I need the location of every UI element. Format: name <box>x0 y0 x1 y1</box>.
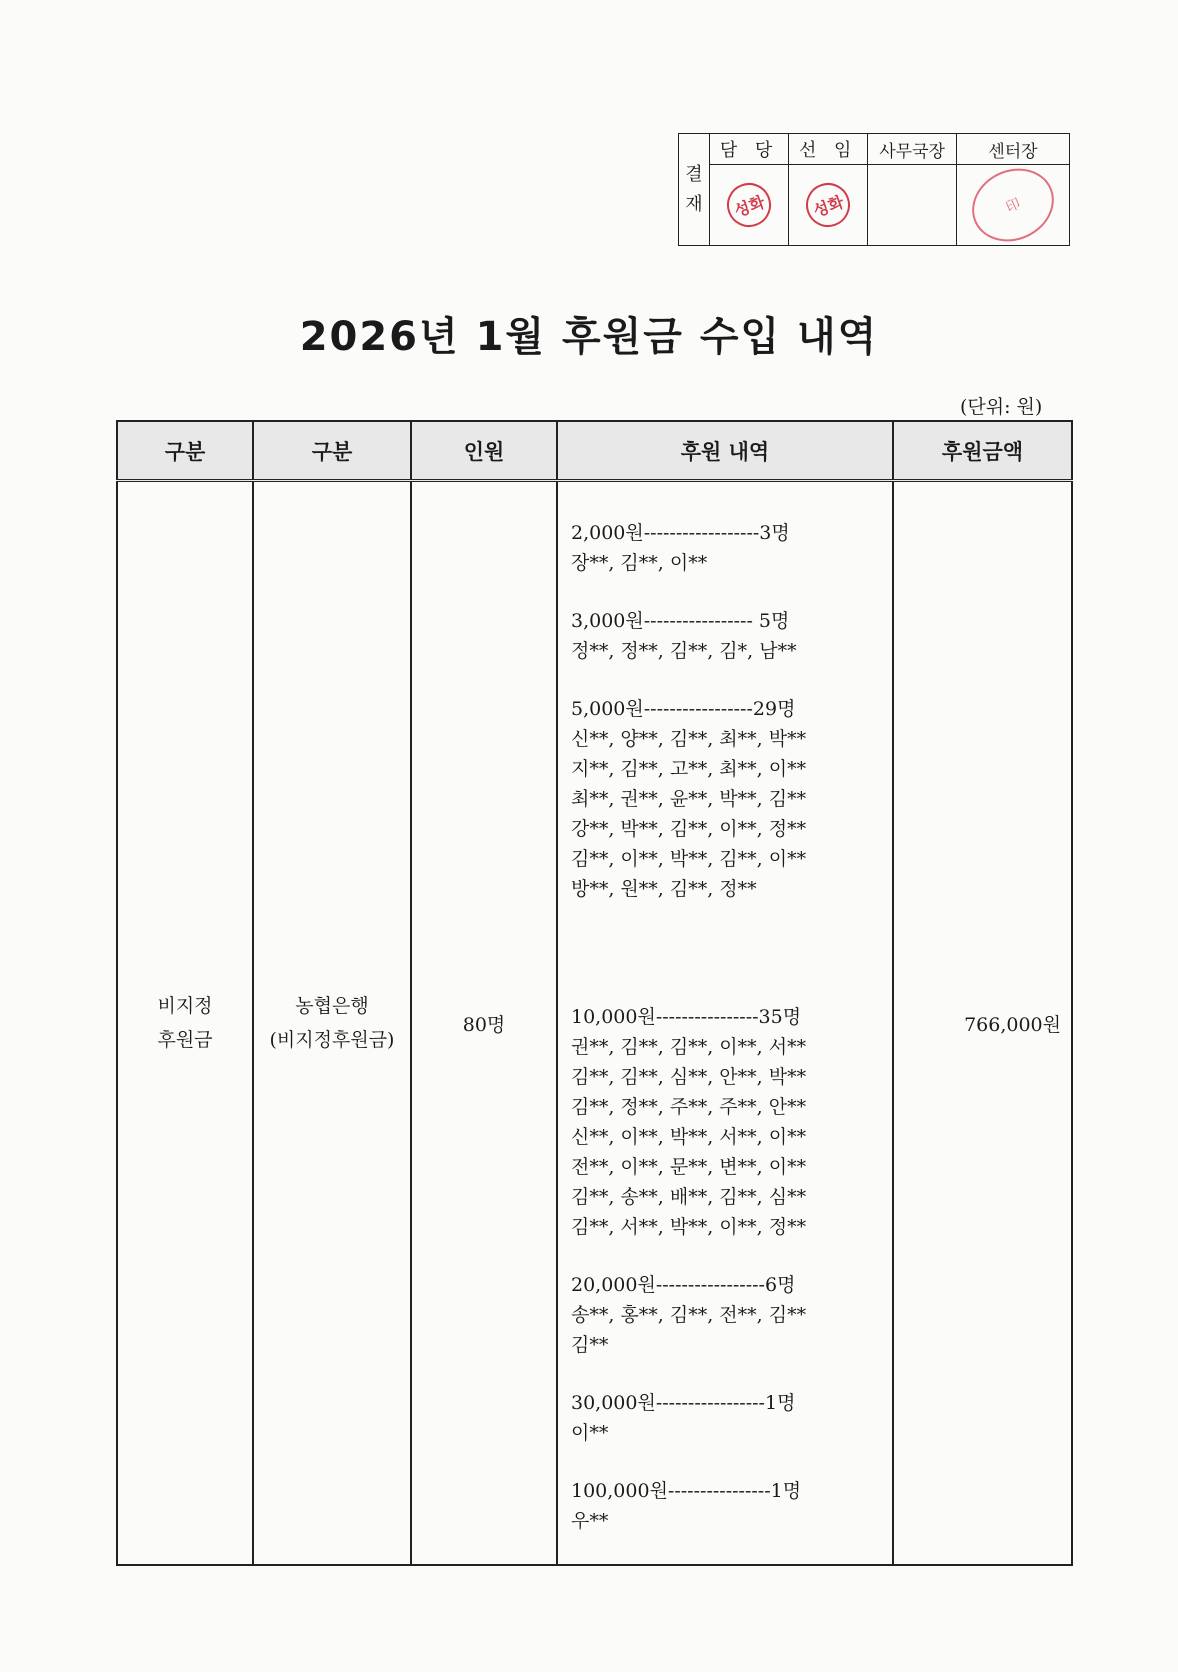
donor-names-line: 이** <box>571 1422 609 1444</box>
table-row <box>117 481 1072 1566</box>
header-amount: 후원금액 <box>893 421 1072 481</box>
cell-count: 80명 <box>411 481 557 1566</box>
cell-bank: 농협은행 (비지정후원금) <box>253 481 411 1566</box>
donor-names-line: 신**, 이**, 박**, 서**, 이** <box>571 1126 807 1148</box>
cell-details <box>557 481 893 1566</box>
approval-header-center-director: 센터장 <box>956 134 1069 165</box>
donation-group-header: 3,000원----------------- 5명 <box>571 610 790 632</box>
header-category: 구분 <box>117 421 253 481</box>
donation-group-header: 10,000원----------------35명 <box>571 1006 802 1028</box>
donation-group <box>571 606 892 666</box>
donor-names-line: 권**, 김**, 김**, 이**, 서** <box>571 1036 807 1058</box>
donation-table <box>116 420 1071 1532</box>
page-title: 2026년 1월 후원금 수입 내역 <box>299 314 879 360</box>
approval-side-label: 결 재 <box>679 134 710 246</box>
donor-names-line: 전**, 이**, 문**, 변**, 이** <box>571 1156 807 1178</box>
donor-names-line: 최**, 권**, 윤**, 박**, 김** <box>571 788 807 810</box>
header-details: 후원 내역 <box>557 421 893 481</box>
donor-names-line: 장**, 김**, 이** <box>571 552 708 574</box>
donor-names-line: 정**, 정**, 김**, 김*, 남** <box>571 640 797 662</box>
approval-sign-secretary-general <box>868 165 957 246</box>
donor-names-line: 김**, 송**, 배**, 김**, 심** <box>571 1186 807 1208</box>
approval-header-secretary-general: 사무국장 <box>868 134 957 165</box>
donor-names-line: 김**, 김**, 심**, 안**, 박** <box>571 1066 807 1088</box>
donation-group <box>571 1270 892 1360</box>
approval-sign-senior <box>789 165 868 246</box>
donor-names-line: 김**, 이**, 박**, 김**, 이** <box>571 848 807 870</box>
donor-names-line: 김**, 정**, 주**, 주**, 안** <box>571 1096 807 1118</box>
donor-names-line: 지**, 김**, 고**, 최**, 이** <box>571 758 807 780</box>
donor-names-line: 송**, 홍**, 김**, 전**, 김** <box>571 1304 807 1326</box>
stamp-icon: 성화 <box>721 177 777 233</box>
donation-group <box>571 518 892 578</box>
donor-names-line: 방**, 원**, 김**, 정** <box>571 878 757 900</box>
approval-box <box>678 133 1070 246</box>
donation-group <box>571 1476 892 1536</box>
stamp-icon: 성화 <box>800 177 856 233</box>
donation-group-header: 2,000원------------------3명 <box>571 522 790 544</box>
approval-sign-center-director <box>956 165 1069 246</box>
header-count: 인원 <box>411 421 557 481</box>
donation-group-header: 30,000원-----------------1명 <box>571 1392 796 1414</box>
header-subcategory: 구분 <box>253 421 411 481</box>
donor-names-line: 김**, 서**, 박**, 이**, 정** <box>571 1216 807 1238</box>
donation-groups <box>571 518 892 1536</box>
donor-names-line: 김** <box>571 1334 609 1356</box>
cell-category: 비지정 후원금 <box>117 481 253 1566</box>
donor-names-line: 강**, 박**, 김**, 이**, 정** <box>571 818 807 840</box>
unit-label: (단위: 원) <box>960 396 1043 418</box>
approval-header-staff: 담 당 <box>710 134 789 165</box>
donor-names-line: 우** <box>571 1510 609 1532</box>
cell-amount: 766,000원 <box>893 481 1072 1566</box>
approval-header-senior: 선 임 <box>789 134 868 165</box>
donation-group <box>571 694 892 904</box>
approval-sign-staff <box>710 165 789 246</box>
seal-icon: 印 <box>960 156 1066 255</box>
donation-group-header: 5,000원-----------------29명 <box>571 698 796 720</box>
donation-group <box>571 1388 892 1448</box>
donation-group-header: 100,000원----------------1명 <box>571 1480 802 1502</box>
donation-group <box>571 1002 892 1242</box>
donor-names-line: 신**, 양**, 김**, 최**, 박** <box>571 728 807 750</box>
donation-group-header: 20,000원-----------------6명 <box>571 1274 796 1296</box>
